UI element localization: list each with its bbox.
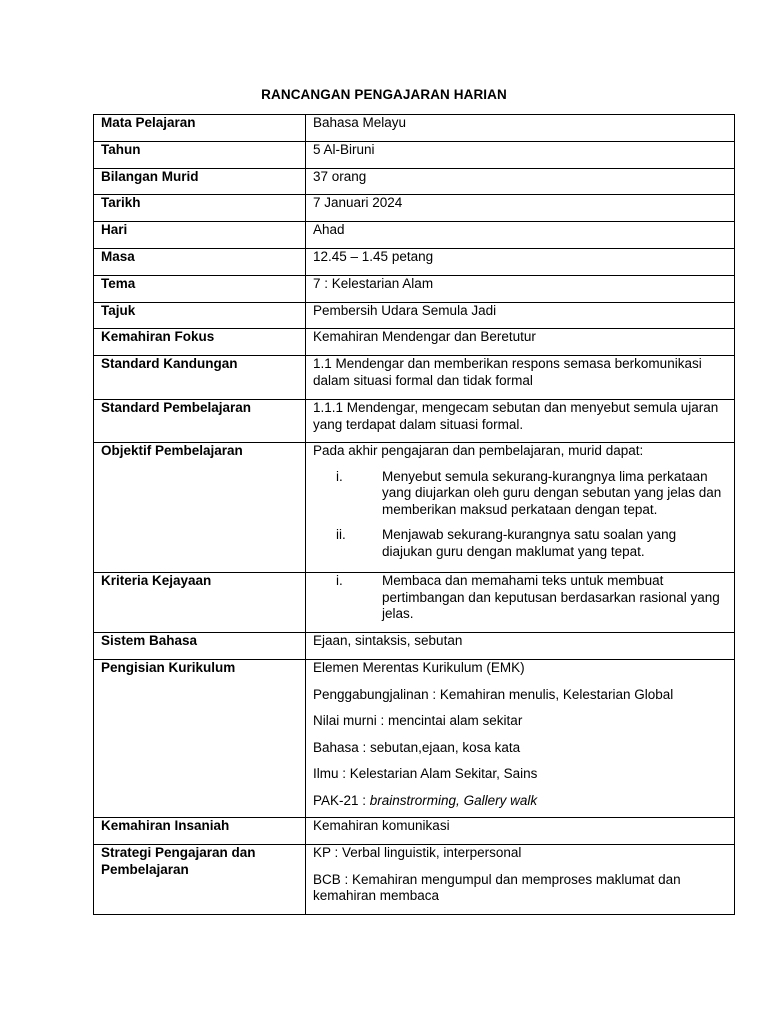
table-row <box>94 818 735 845</box>
row-label: Pengisian Kurikulum <box>94 660 306 818</box>
pak21-prefix: PAK-21 : <box>313 792 370 808</box>
row-value: Kemahiran Mendengar dan Beretutur <box>306 329 735 356</box>
row-value: Ahad <box>306 222 735 249</box>
table-row <box>94 356 735 400</box>
row-label: Kemahiran Fokus <box>94 329 306 356</box>
row-value: 1.1 Mendengar dan memberikan respons semasa berkomunikasi dalam situasi formal dan tidak formal <box>306 356 735 400</box>
row-value: 5 Al-Biruni <box>306 142 735 169</box>
table-row <box>94 169 735 195</box>
list-number: ii. <box>336 527 346 542</box>
row-label: Masa <box>94 249 306 276</box>
table-row <box>94 400 735 443</box>
table-row <box>94 276 735 303</box>
list-text: Menyebut semula sekurang-kurangnya lima perkataan yang diujarkan oleh guru dengan sebutan yang jelas dan memberikan maksud perkataan dengan tepat. <box>382 468 722 517</box>
table-row <box>94 845 735 915</box>
table-row <box>94 222 735 249</box>
row-value: Ejaan, sintaksis, sebutan <box>306 633 735 660</box>
row-value: 7 : Kelestarian Alam <box>306 276 735 303</box>
row-value: Bahasa Melayu <box>306 115 735 142</box>
row-label: Bilangan Murid <box>94 169 306 195</box>
strategy-line: KP : Verbal linguistik, interpersonal <box>313 845 522 860</box>
row-value: 7 Januari 2024 <box>306 195 735 222</box>
table-row <box>94 115 735 142</box>
row-value <box>306 845 735 915</box>
table-row <box>94 249 735 276</box>
list-text: Menjawab sekurang-kurangnya satu soalan yang diajukan guru dengan maklumat yang tepat. <box>382 527 677 559</box>
row-label: Tarikh <box>94 195 306 222</box>
table-row <box>94 573 735 633</box>
table-row <box>94 633 735 660</box>
list-item <box>313 573 728 623</box>
table-row <box>94 303 735 329</box>
row-label: Strategi Pengajaran dan Pembelajaran <box>94 845 306 915</box>
table-row <box>94 660 735 818</box>
curriculum-line-pak21 <box>313 793 728 810</box>
row-value: Kemahiran komunikasi <box>306 818 735 845</box>
row-label: Kemahiran Insaniah <box>94 818 306 845</box>
curriculum-line: Nilai murni : mencintai alam sekitar <box>313 713 523 728</box>
pak21-methods: brainstrorming, Gallery walk <box>369 792 538 808</box>
list-item <box>313 469 728 519</box>
row-label: Tahun <box>94 142 306 169</box>
strategy-line: BCB : Kemahiran mengumpul dan memproses maklumat dan kemahiran membaca <box>313 871 681 903</box>
row-value <box>306 443 735 573</box>
row-label: Mata Pelajaran <box>94 115 306 142</box>
row-value <box>306 660 735 818</box>
row-value: 37 orang <box>306 169 735 195</box>
list-number: i. <box>336 573 343 588</box>
curriculum-line: Elemen Merentas Kurikulum (EMK) <box>313 660 525 675</box>
row-label: Objektif Pembelajaran <box>94 443 306 573</box>
row-label: Hari <box>94 222 306 249</box>
row-value: 1.1.1 Mendengar, mengecam sebutan dan menyebut semula ujaran yang terdapat dalam situasi formal. <box>306 400 735 443</box>
page-title: RANCANGAN PENGAJARAN HARIAN <box>261 87 507 102</box>
list-number: i. <box>336 468 343 484</box>
row-label: Kriteria Kejayaan <box>94 573 306 633</box>
curriculum-line: Penggabungjalinan : Kemahiran menulis, Kelestarian Global <box>313 686 674 702</box>
table-row <box>94 329 735 356</box>
row-value <box>306 573 735 633</box>
objective-intro: Pada akhir pengajaran dan pembelajaran, murid dapat: <box>313 443 644 458</box>
row-label: Tajuk <box>94 303 306 329</box>
row-label: Sistem Bahasa <box>94 633 306 660</box>
curriculum-line: Bahasa : sebutan,ejaan, kosa kata <box>313 739 521 755</box>
row-value: 12.45 – 1.45 petang <box>306 249 735 276</box>
table-row <box>94 443 735 573</box>
table-row <box>94 195 735 222</box>
table-row <box>94 142 735 169</box>
row-label: Standard Pembelajaran <box>94 400 306 443</box>
curriculum-line: Ilmu : Kelestarian Alam Sekitar, Sains <box>313 766 538 781</box>
lesson-plan-table <box>93 114 735 915</box>
row-label: Tema <box>94 276 306 303</box>
list-item <box>313 527 728 560</box>
list-text: Membaca dan memahami teks untuk membuat pertimbangan dan keputusan berdasarkan rasional yang jelas. <box>382 573 720 621</box>
row-label: Standard Kandungan <box>94 356 306 400</box>
row-value: Pembersih Udara Semula Jadi <box>306 303 735 329</box>
